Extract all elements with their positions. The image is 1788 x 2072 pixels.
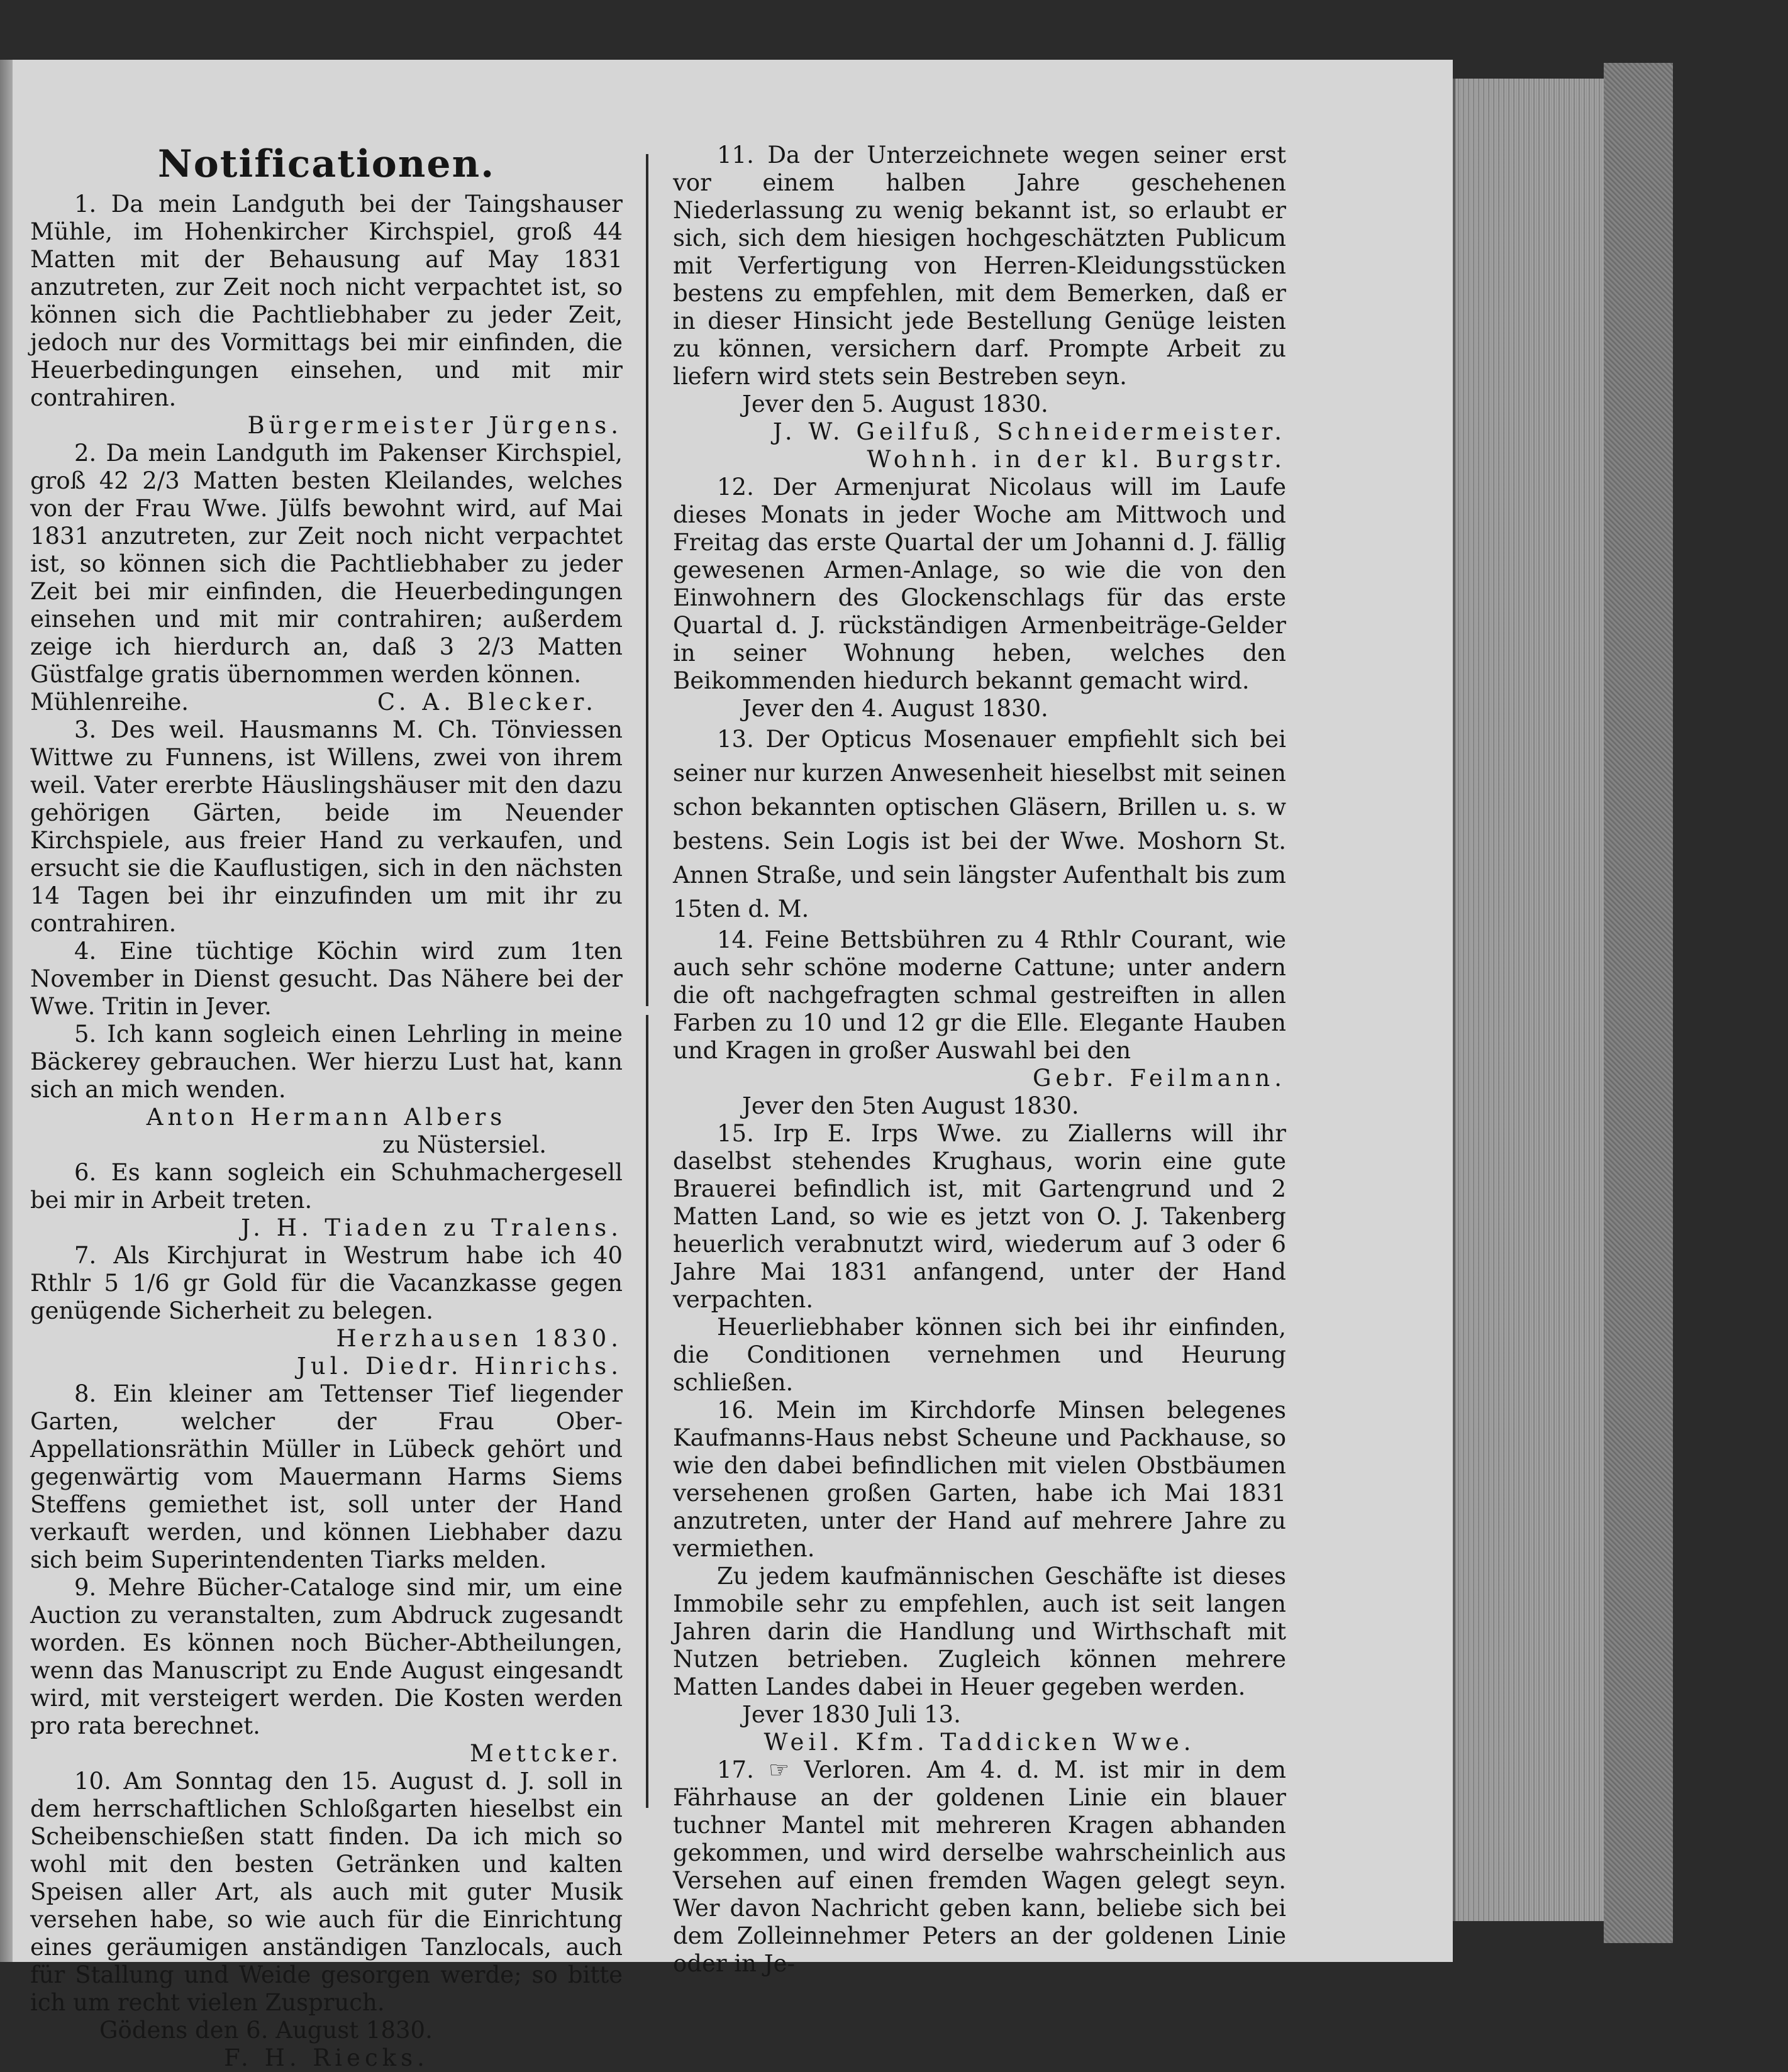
book-cover-edge	[1604, 63, 1673, 1943]
notice-12: 12. Der Armenjurat Nicolaus will im Laufe dieses Monats in jeder Woche am Mittwoch und Freitag das erste Quartal der um Johanni d. J. fällig gewesenen Armen-Anlage, so wie die von den Einwohnern des Glockenschlags für das erste Quartal d. J. rückständigen Armenbeiträge-Gelder in seiner Wohnung heben, welches den Beikommenden hiedurch bekannt gemacht wird.	[673, 474, 1286, 694]
notice-6: 6. Es kann sogleich ein Schuhmachergesell bei mir in Arbeit treten.	[30, 1159, 623, 1214]
notice-7-signature: Jul. Diedr. Hinrichs.	[297, 1353, 623, 1380]
notice-9-signature: Mettcker.	[470, 1740, 623, 1767]
notice-17: 17. ☞ Verloren. Am 4. d. M. ist mir in dem Fährhause an der goldenen Linie ein blauer tuchner Mantel mit mehreren Kragen abhanden gekommen, und wird derselbe wahrscheinlich aus Versehen auf einen fremden Wagen gelegt seyn. Wer davon Nachricht geben kann, beliebe sich bei dem Zolleinnehmer Peters an der goldenen Linie oder in Je-	[673, 1756, 1286, 1977]
notice-15: 15. Irp E. Irps Wwe. zu Ziallerns will ihr daselbst stehendes Krughaus, worin eine gute Brauerei befindlich ist, mit Gartengrund und 2 Matten Land, so wie es jetzt von O. J. Takenberg heuerlich verabnutzt wird, wiederum auf 3 oder 6 Jahre Mai 1831 anfangend, unter der Hand verpachten.	[673, 1120, 1286, 1313]
notice-6-signature: J. H. Tiaden zu Tralens.	[241, 1214, 623, 1241]
right-column	[673, 141, 1286, 1978]
left-column	[30, 141, 623, 2072]
notice-7: 7. Als Kirchjurat in Westrum habe ich 40 Rthlr 5 1/6 gr Gold für die Vacanzkasse gegen genügende Sicherheit zu belegen.	[30, 1242, 623, 1324]
notice-16-dateline: Jever 1830 Juli 13.	[742, 1701, 961, 1728]
section-heading: Notificationen.	[157, 142, 496, 186]
notice-16-signature: Weil. Kfm. Taddicken Wwe.	[764, 1729, 1196, 1756]
book-page-edges	[1453, 79, 1606, 1921]
notice-5: 5. Ich kann sogleich einen Lehrling in meine Bäckerey gebrauchen. Wer hierzu Lust hat, kann sich an mich wenden.	[30, 1021, 623, 1103]
notice-8: 8. Ein kleiner am Tettenser Tief liegender Garten, welcher der Frau Ober-Appellationsräthin Müller in Lübeck gehört und gegenwärtig vom Mauermann Harms Siems Steffens gemiethet ist, soll unter der Hand verkauft werden, und können Liebhaber dazu sich beim Superintendenten Tiarks melden.	[30, 1380, 623, 1573]
previous-page-edge	[13, 75, 20, 1937]
notice-16-continuation: Zu jedem kaufmännischen Geschäfte ist dieses Immobile sehr zu empfehlen, auch ist seit langen Jahren darin die Handlung und Wirthschaft mit Nutzen betrieben. Zugleich können mehrere Matten Landes dabei in Heuer gegeben werden.	[673, 1563, 1286, 1700]
notice-11-signature: J. W. Geilfuß, Schneidermeister.	[772, 418, 1286, 445]
notice-12-dateline: Jever den 4. August 1830.	[742, 695, 1048, 722]
notice-11: 11. Da der Unterzeichnete wegen seiner erst vor einem halben Jahre geschehenen Niederlassung zu wenig bekannt ist, so erlaubt er sich, sich dem hiesigen hochgeschätzten Publicum mit Verfertigung von Herren-Kleidungsstücken bestens zu empfehlen, mit dem Bemerken, daß er in dieser Hinsicht jede Bestellung Genüge leisten zu können, versichern darf. Prompte Arbeit zu liefern wird stets sein Bestreben seyn.	[673, 141, 1286, 390]
notice-4: 4. Eine tüchtige Köchin wird zum 1ten November in Dienst gesucht. Das Nähere bei der Wwe. Tritin in Jever.	[30, 938, 623, 1020]
notice-2-signature: C. A. Blecker.	[377, 689, 597, 716]
notice-15-continuation: Heuerliebhaber können sich bei ihr einfinden, die Conditionen vernehmen und Heurung schließen.	[673, 1314, 1286, 1396]
notice-16: 16. Mein im Kirchdorfe Minsen belegenes Kaufmanns-Haus nebst Scheune und Packhause, so wie den dabei befindlichen mit vielen Obstbäumen versehenen großen Garten, habe ich Mai 1831 anzutreten, unter der Hand auf mehrere Jahre zu vermiethen.	[673, 1397, 1286, 1562]
notice-13: 13. Der Opticus Mosenauer empfiehlt sich bei seiner nur kurzen Anwesenheit hieselbst mit seinen schon bekannten optischen Gläsern, Brillen u. s. w bestens. Sein Logis ist bei der Wwe. Moshorn St. Annen Straße, und sein längster Aufenthalt bis zum 15ten d. M.	[673, 726, 1286, 922]
notice-7-place-date: Herzhausen 1830.	[336, 1325, 623, 1352]
notice-5-signature-place: zu Nüstersiel.	[382, 1131, 547, 1158]
column-divider	[646, 154, 648, 1808]
notice-11-dateline: Jever den 5. August 1830.	[742, 391, 1048, 418]
notice-9: 9. Mehre Bücher-Cataloge sind mir, um eine Auction zu veranstalten, zum Abdruck zugesandt worden. Es können noch Bücher-Abtheilungen, wenn das Manuscript zu Ende August eingesandt wird, mit versteigert werden. Die Kosten werden pro rata berechnet.	[30, 1574, 623, 1739]
notice-10-signature: F. H. Riecks.	[224, 2044, 429, 2071]
notice-10-dateline: Gödens den 6. August 1830.	[99, 2017, 433, 2044]
notice-2: 2. Da mein Landguth im Pakenser Kirchspiel, groß 42 2/3 Matten besten Kleilandes, welches von der Frau Wwe. Jülfs bewohnt wird, auf Mai 1831 anzutreten, zur Zeit noch nicht verpachtet ist, so können sich die Pachtliebhaber zu jeder Zeit bei mir einfinden, die Heuerbedingungen einsehen und mit mir contrahiren; außerdem zeige ich hierdurch an, daß 3 2/3 Matten Güstfalge gratis übernommen werden können.	[30, 440, 623, 688]
notice-14: 14. Feine Bettsbühren zu 4 Rthlr Courant, wie auch sehr schöne moderne Cattune; unter andern die oft nachgefragten schmal gestreiften in allen Farben zu 10 und 12 gr die Elle. Elegante Hauben und Kragen in großer Auswahl bei den	[673, 926, 1286, 1064]
notice-14-dateline: Jever den 5ten August 1830.	[742, 1092, 1079, 1119]
notice-2-place: Mühlenreihe.	[30, 689, 189, 716]
notice-10: 10. Am Sonntag den 15. August d. J. soll in dem herrschaftlichen Schloßgarten hieselbst ein Scheibenschießen statt finden. Da ich mich so wohl mit den besten Getränken und kalten Speisen aller Art, als auch mit guter Musik versehen habe, so wie auch für die Einrichtung eines geräumigen anständigen Tanzlocals, auch für Stallung und Weide gesorgen werde; so bitte ich um recht vielen Zuspruch.	[30, 1768, 623, 2016]
notice-11-address: Wohnh. in der kl. Burgstr.	[867, 446, 1286, 473]
column-divider-break	[646, 1006, 648, 1015]
notice-1: 1. Da mein Landguth bei der Taingshauser Mühle, im Hohenkircher Kirchspiel, groß 44 Matten mit der Behausung auf May 1831 anzutreten, zur Zeit noch nicht verpachtet ist, so können sich die Pachtliebhaber zu jeder Zeit, jedoch nur des Vormittags bei mir einfinden, die Heuerbedingungen einsehen, und mit mir contrahiren.	[30, 191, 623, 411]
notice-1-signature: Bürgermeister Jürgens.	[247, 412, 623, 439]
notice-5-signature: Anton Hermann Albers	[146, 1104, 507, 1131]
notice-3: 3. Des weil. Hausmanns M. Ch. Tönviessen Wittwe zu Funnens, ist Willens, zwei von ihrem weil. Vater ererbte Häuslingshäuser mit den dazu gehörigen Gärten, beide im Neuender Kirchspiele, aus freier Hand zu verkaufen, und ersucht sie die Kauflustigen, sich in den nächsten 14 Tagen bei ihr einzufinden um mit ihr zu contrahiren.	[30, 716, 623, 937]
notice-2-footer	[30, 689, 623, 716]
notice-14-signature: Gebr. Feilmann.	[1032, 1065, 1286, 1092]
